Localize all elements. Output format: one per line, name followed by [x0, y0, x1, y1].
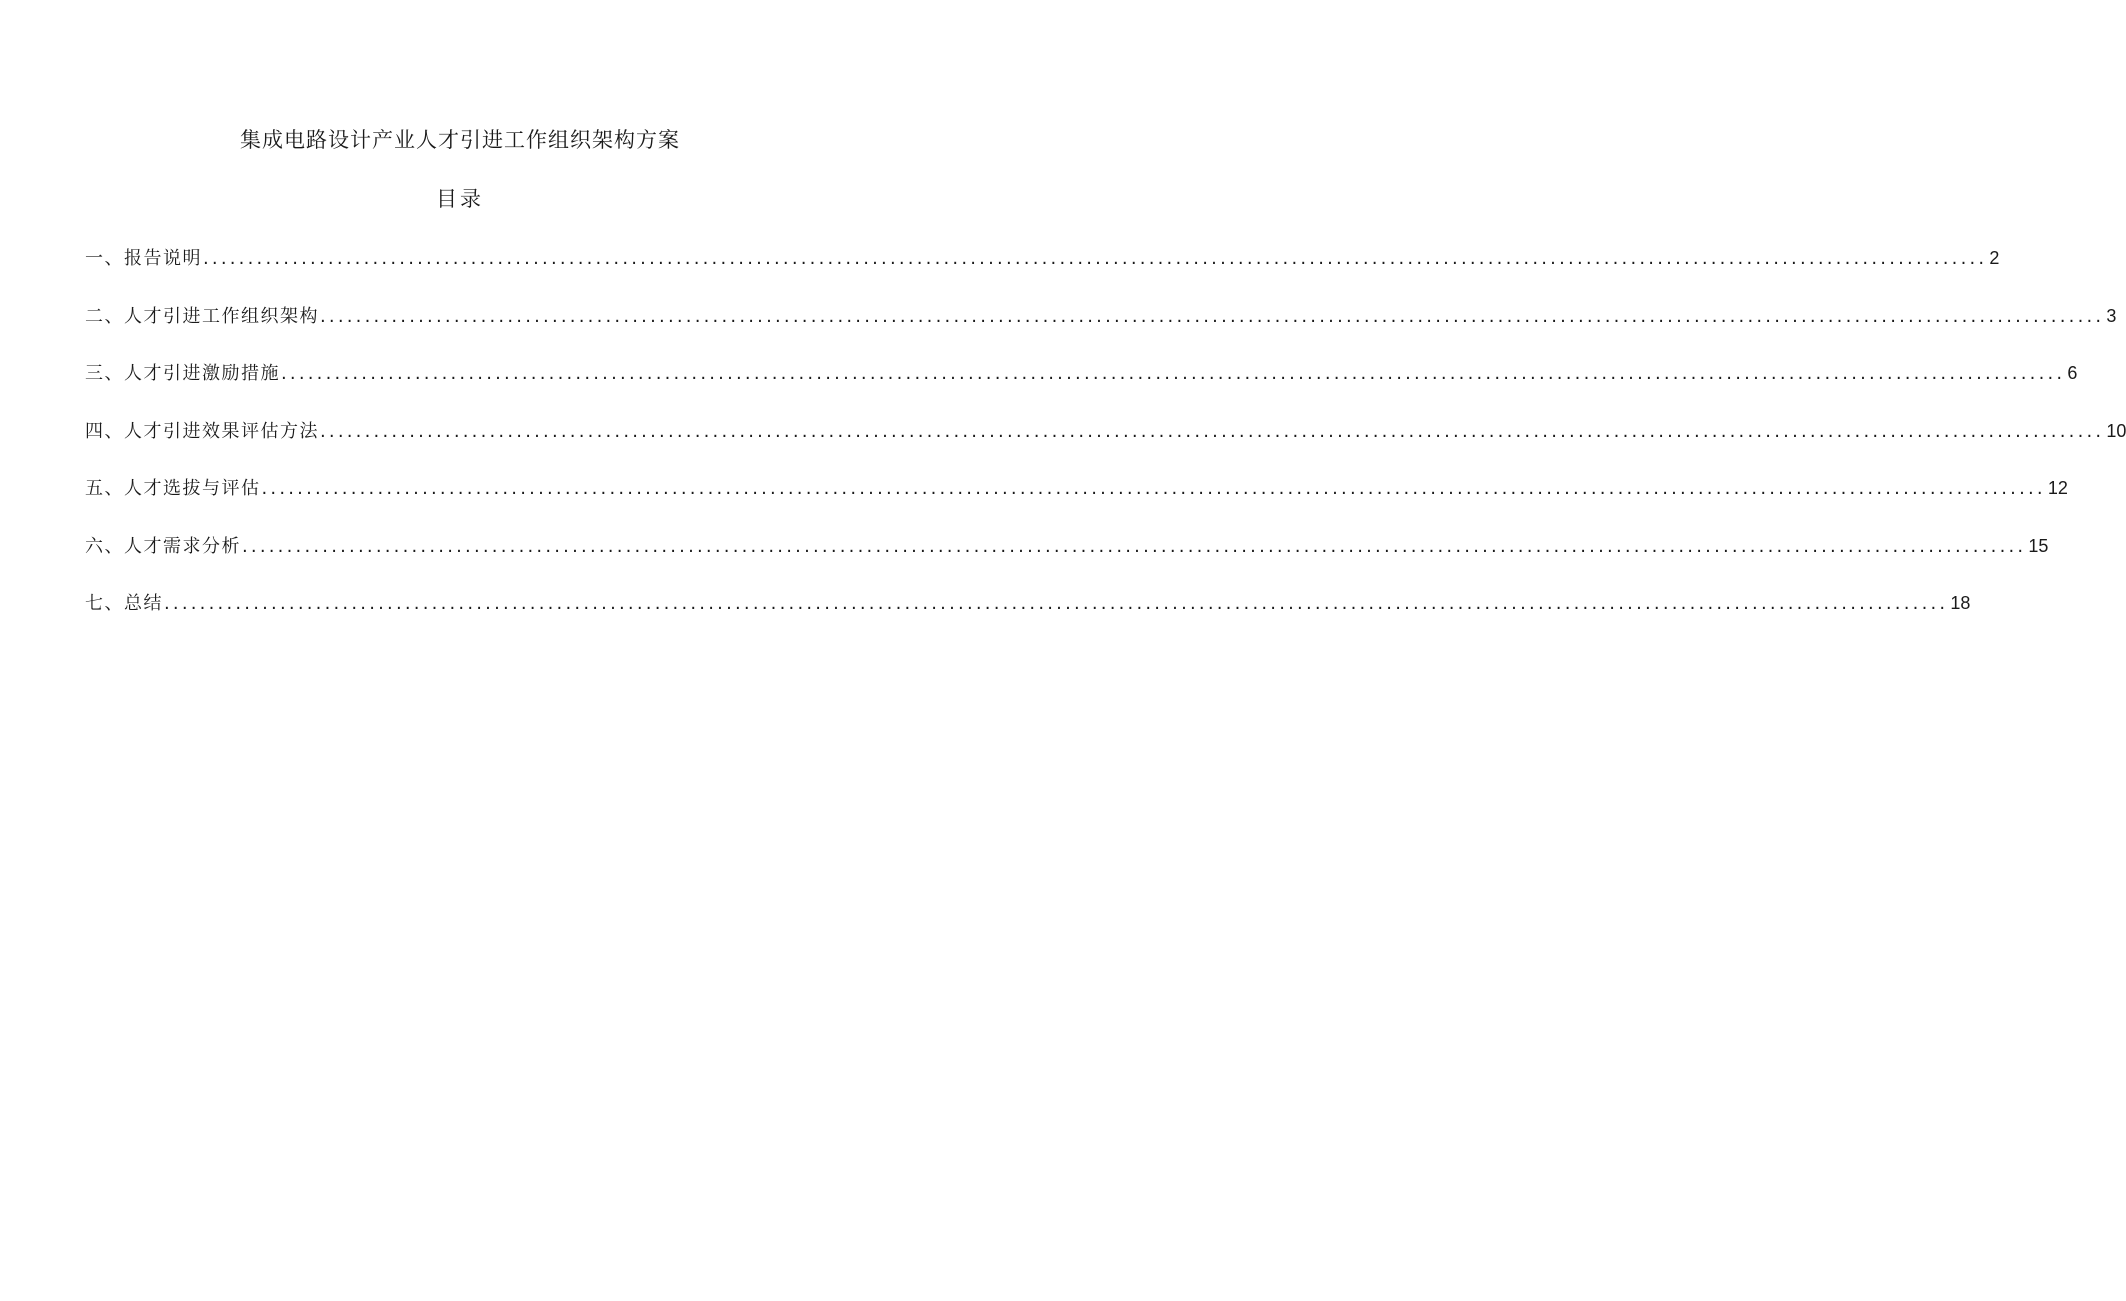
toc-heading: 目录 — [436, 187, 484, 211]
document-title: 集成电路设计产业人才引进工作组织架构方案 — [240, 128, 680, 152]
toc-entry-label: 五、人才选拔与评估 — [85, 478, 261, 499]
toc-entry[interactable] — [85, 358, 2078, 416]
toc-entry-label: 四、人才引进效果评估方法 — [85, 420, 319, 442]
toc-entry-label: 三、人才引进激励措施 — [85, 363, 280, 384]
toc-entry-page-number: 10 — [2106, 420, 2126, 441]
toc-entry-page-number: 2 — [1989, 248, 2000, 268]
toc-entry-page-number: 18 — [1950, 593, 1971, 613]
toc-entry-page-number: 15 — [2028, 535, 2049, 556]
toc-entry-page-number: 3 — [2106, 305, 2117, 326]
toc-dot-leader: ........................................................................................................................................................................................................ — [164, 593, 1949, 614]
toc-entry-label: 一、报告说明 — [85, 248, 202, 269]
toc-entry-label: 六、人才需求分析 — [85, 535, 241, 557]
toc-dot-leader: ........................................................................................................................................................................................................ — [320, 420, 2105, 442]
toc-dot-leader: ........................................................................................................................................................................................................ — [242, 535, 2027, 557]
toc-entry-label: 七、总结 — [85, 593, 163, 614]
toc-entry[interactable] — [85, 301, 2117, 359]
toc-entry-label: 二、人才引进工作组织架构 — [85, 305, 319, 327]
toc-entry-page-number: 12 — [2047, 478, 2068, 498]
toc-dot-leader: ........................................................................................................................................................................................................ — [281, 363, 2066, 384]
toc-dot-leader: ........................................................................................................................................................................................................ — [320, 305, 2105, 327]
toc-entry-page-number: 6 — [2067, 363, 2078, 383]
toc-entry[interactable] — [85, 243, 2000, 301]
table-of-contents — [85, 243, 2126, 646]
toc-entry[interactable] — [85, 588, 1971, 646]
toc-dot-leader: ........................................................................................................................................................................................................ — [261, 478, 2046, 499]
toc-entry[interactable] — [85, 531, 2049, 589]
toc-entry[interactable] — [85, 473, 2068, 531]
toc-dot-leader: ........................................................................................................................................................................................................ — [203, 248, 1988, 269]
toc-entry[interactable] — [85, 416, 2126, 474]
